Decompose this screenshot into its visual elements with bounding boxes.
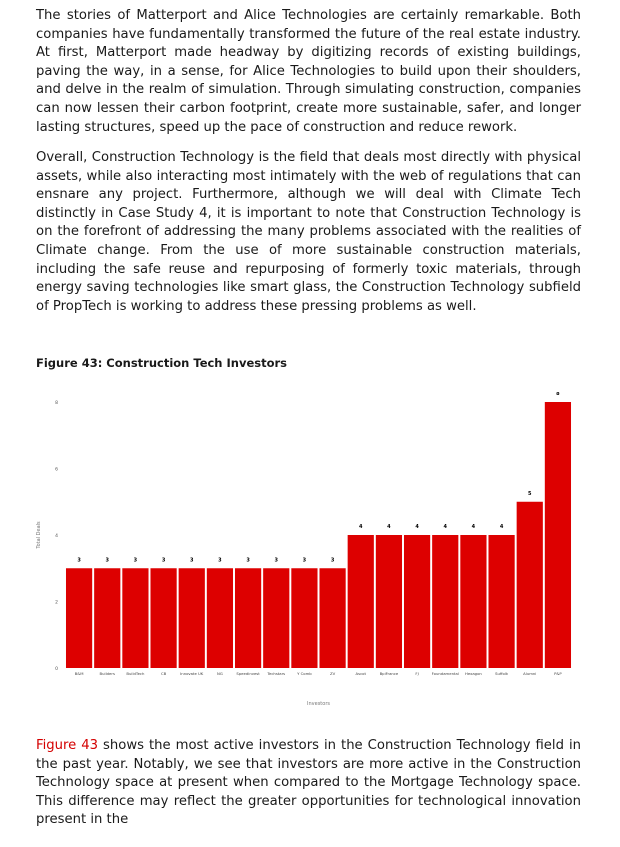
x-tick-label: CB [160, 671, 167, 676]
bar-data-label: 3 [246, 557, 250, 564]
bar-data-label: 3 [302, 557, 307, 564]
bar-data-label: 3 [190, 557, 194, 564]
y-tick-label: 0 [55, 667, 58, 672]
x-tick-label: Hexagon [464, 671, 482, 676]
x-tick-label: BpiFrance [379, 671, 399, 676]
x-tick-label: Ascot [355, 671, 366, 676]
bar-data-label: 4 [499, 524, 504, 530]
bar-data-label: 4 [443, 524, 447, 530]
paragraph-3-text: shows the most active investors in the Construction Technology field in the past year. Notably, we see that investors are more active in the Construction Technology space at present when compared to the Mortgage Technology space. This difference may reflect the greater opportunities for technological innovation present in the [36, 738, 581, 828]
bar-data-label: 3 [218, 557, 222, 564]
bar-data-label: 8 [556, 392, 560, 397]
x-tick-label: BuildTech [126, 671, 145, 676]
bar-data-label: 4 [387, 524, 391, 530]
bar-14 [460, 535, 486, 668]
paragraph-1: The stories of Matterport and Alice Technologies are certainly remarkable. Both companies have fundamentally transformed the future of the real estate industry. At first, Matterport made headway by digitizing records of existing buildings, paving the way, in a sense, for Alice Technologies to build upon their shoulders, and delve in the realm of simulation. Through simulating construction, companies can now lessen their carbon footprint, create more sustainable, safer, and longer lasting structures, speed up the pace of construction and reduce rework. [36, 8, 581, 135]
bar-data-label: 3 [161, 557, 166, 564]
bar-5 [207, 568, 233, 668]
bar-data-label: 3 [105, 557, 109, 564]
bar-0 [66, 568, 92, 668]
x-tick-label: FJ [415, 671, 419, 676]
x-tick-label: P&P [554, 671, 562, 676]
bar-15 [488, 535, 514, 668]
y-tick-label: 2 [55, 600, 58, 606]
bar-6 [235, 568, 261, 668]
bar-data-label: 3 [133, 557, 138, 564]
bar-11 [376, 535, 402, 668]
x-tick-label: Foundamental [431, 671, 459, 676]
figure-reference-link[interactable]: Figure 43 [36, 738, 99, 753]
bar-7 [263, 568, 289, 668]
y-tick-label: 8 [55, 401, 58, 406]
bar-13 [432, 535, 458, 668]
x-axis-title: Investors [307, 701, 330, 707]
bar-data-label: 5 [528, 490, 532, 497]
paragraph-3 [36, 737, 581, 830]
figure-title: Figure 43: Construction Tech Investors [36, 356, 288, 370]
bar-data-label: 3 [274, 557, 278, 564]
x-tick-label: Alumni [523, 671, 537, 676]
bar-10 [348, 535, 374, 668]
bar-3 [150, 568, 176, 668]
x-tick-label: Y Comb [297, 671, 312, 676]
x-tick-label: Techstars [267, 671, 286, 676]
bar-data-label: 4 [359, 524, 363, 530]
bar-16 [517, 502, 543, 668]
bar-2 [122, 568, 148, 668]
x-tick-label: B&M [74, 671, 84, 676]
y-tick-label: 4 [55, 534, 58, 539]
bar-1 [94, 568, 120, 668]
bar-4 [179, 568, 205, 668]
bar-data-label: 3 [77, 557, 81, 564]
paragraph-2: Overall, Construction Technology is the field that deals most directly with physical assets, while also interacting most intimately with the web of regulations that can ensnare any project. Furthermore, although we will deal with Climate Tech distinctly in Case Study 4, it is important to note that Construction Technology is on the forefront of addressing the many problems associated with the realities of Climate change. From the use of more sustainable construction materials, including the safe reuse and repurposing of formerly toxic materials, through energy saving technologies like smart glass, the Construction Technology subfield of PropTech is working to address these pressing problems as well. [36, 150, 581, 314]
bar-12 [404, 535, 430, 668]
bar-data-label: 3 [330, 557, 335, 564]
x-tick-label: Builders [99, 671, 115, 676]
bar-17 [545, 402, 571, 668]
x-tick-label: ZV [329, 671, 336, 676]
y-axis-title: Total Deals [36, 521, 42, 549]
x-tick-label: Innovate UK [180, 671, 204, 676]
bar-chart [30, 392, 580, 714]
x-tick-label: Suffolk [495, 671, 509, 676]
bar-8 [291, 568, 317, 668]
bar-data-label: 4 [415, 524, 419, 530]
x-tick-label: Speedinvest [236, 671, 260, 676]
bar-data-label: 4 [471, 524, 476, 530]
y-tick-label: 6 [55, 467, 58, 473]
bar-9 [319, 568, 345, 668]
x-tick-label: NG [217, 671, 223, 676]
